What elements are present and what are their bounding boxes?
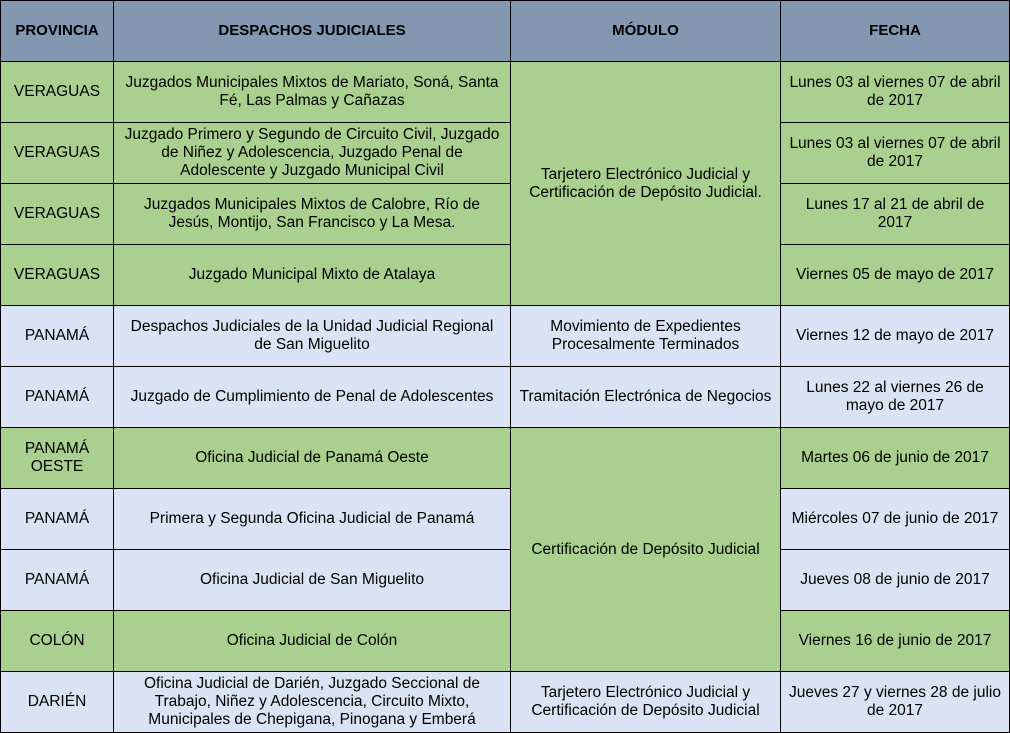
provincia-cell: VERAGUAS (1, 245, 114, 306)
fecha-cell: Miércoles 07 de junio de 2017 (781, 489, 1010, 550)
fecha-cell: Lunes 17 al 21 de abril de 2017 (781, 184, 1010, 245)
provincia-cell: PANAMÁ OESTE (1, 428, 114, 489)
despacho-cell: Despachos Judiciales de la Unidad Judicial Regional de San Miguelito (114, 306, 511, 367)
fecha-cell: Viernes 16 de junio de 2017 (781, 611, 1010, 672)
header-modulo: MÓDULO (511, 1, 781, 62)
despacho-cell: Oficina Judicial de San Miguelito (114, 550, 511, 611)
fecha-cell: Lunes 22 al viernes 26 de mayo de 2017 (781, 367, 1010, 428)
despacho-cell: Oficina Judicial de Darién, Juzgado Seccional de Trabajo, Niñez y Adolescencia, Circuito Mixto, Municipales de Chepigana, Pinogana y Emberá (114, 672, 511, 733)
despacho-cell: Juzgados Municipales Mixtos de Calobre, Río de Jesús, Montijo, San Francisco y La Mesa. (114, 184, 511, 245)
despacho-cell: Primera y Segunda Oficina Judicial de Panamá (114, 489, 511, 550)
provincia-cell: PANAMÁ (1, 550, 114, 611)
table-row (1, 62, 1010, 123)
despacho-cell: Oficina Judicial de Colón (114, 611, 511, 672)
despacho-cell: Juzgados Municipales Mixtos de Mariato, Soná, Santa Fé, Las Palmas y Cañazas (114, 62, 511, 123)
modulo-cell: Movimiento de Expedientes Procesalmente Terminados (511, 306, 781, 367)
table-row (1, 123, 1010, 184)
table-row (1, 550, 1010, 611)
table-row (1, 428, 1010, 489)
provincia-cell: PANAMÁ (1, 367, 114, 428)
modulo-cell: Tarjetero Electrónico Judicial y Certificación de Depósito Judicial. (511, 62, 781, 306)
table-row (1, 306, 1010, 367)
fecha-cell: Lunes 03 al viernes 07 de abril de 2017 (781, 62, 1010, 123)
provincia-cell: COLÓN (1, 611, 114, 672)
header-row (1, 1, 1010, 62)
provincia-cell: VERAGUAS (1, 123, 114, 184)
table-row (1, 489, 1010, 550)
header-provincia: PROVINCIA (1, 1, 114, 62)
header-fecha: FECHA (781, 1, 1010, 62)
provincia-cell: PANAMÁ (1, 489, 114, 550)
provincia-cell: VERAGUAS (1, 184, 114, 245)
provincia-cell: DARIÉN (1, 672, 114, 733)
table-row (1, 611, 1010, 672)
modulo-cell: Tarjetero Electrónico Judicial y Certificación de Depósito Judicial (511, 672, 781, 733)
fecha-cell: Jueves 08 de junio de 2017 (781, 550, 1010, 611)
header-despachos: DESPACHOS JUDICIALES (114, 1, 511, 62)
fecha-cell: Lunes 03 al viernes 07 de abril de 2017 (781, 123, 1010, 184)
fecha-cell: Jueves 27 y viernes 28 de julio de 2017 (781, 672, 1010, 733)
modulo-cell: Certificación de Depósito Judicial (511, 428, 781, 672)
despacho-cell: Oficina Judicial de Panamá Oeste (114, 428, 511, 489)
table-row (1, 245, 1010, 306)
fecha-cell: Martes 06 de junio de 2017 (781, 428, 1010, 489)
provincia-cell: VERAGUAS (1, 62, 114, 123)
fecha-cell: Viernes 05 de mayo de 2017 (781, 245, 1010, 306)
provincia-cell: PANAMÁ (1, 306, 114, 367)
despacho-cell: Juzgado de Cumplimiento de Penal de Adolescentes (114, 367, 511, 428)
table-row (1, 184, 1010, 245)
despacho-cell: Juzgado Municipal Mixto de Atalaya (114, 245, 511, 306)
table-row (1, 367, 1010, 428)
fecha-cell: Viernes 12 de mayo de 2017 (781, 306, 1010, 367)
modulo-cell: Tramitación Electrónica de Negocios (511, 367, 781, 428)
despacho-cell: Juzgado Primero y Segundo de Circuito Civil, Juzgado de Niñez y Adolescencia, Juzgado Penal de Adolescente y Juzgado Municipal Civil (114, 123, 511, 184)
table-row (1, 672, 1010, 733)
